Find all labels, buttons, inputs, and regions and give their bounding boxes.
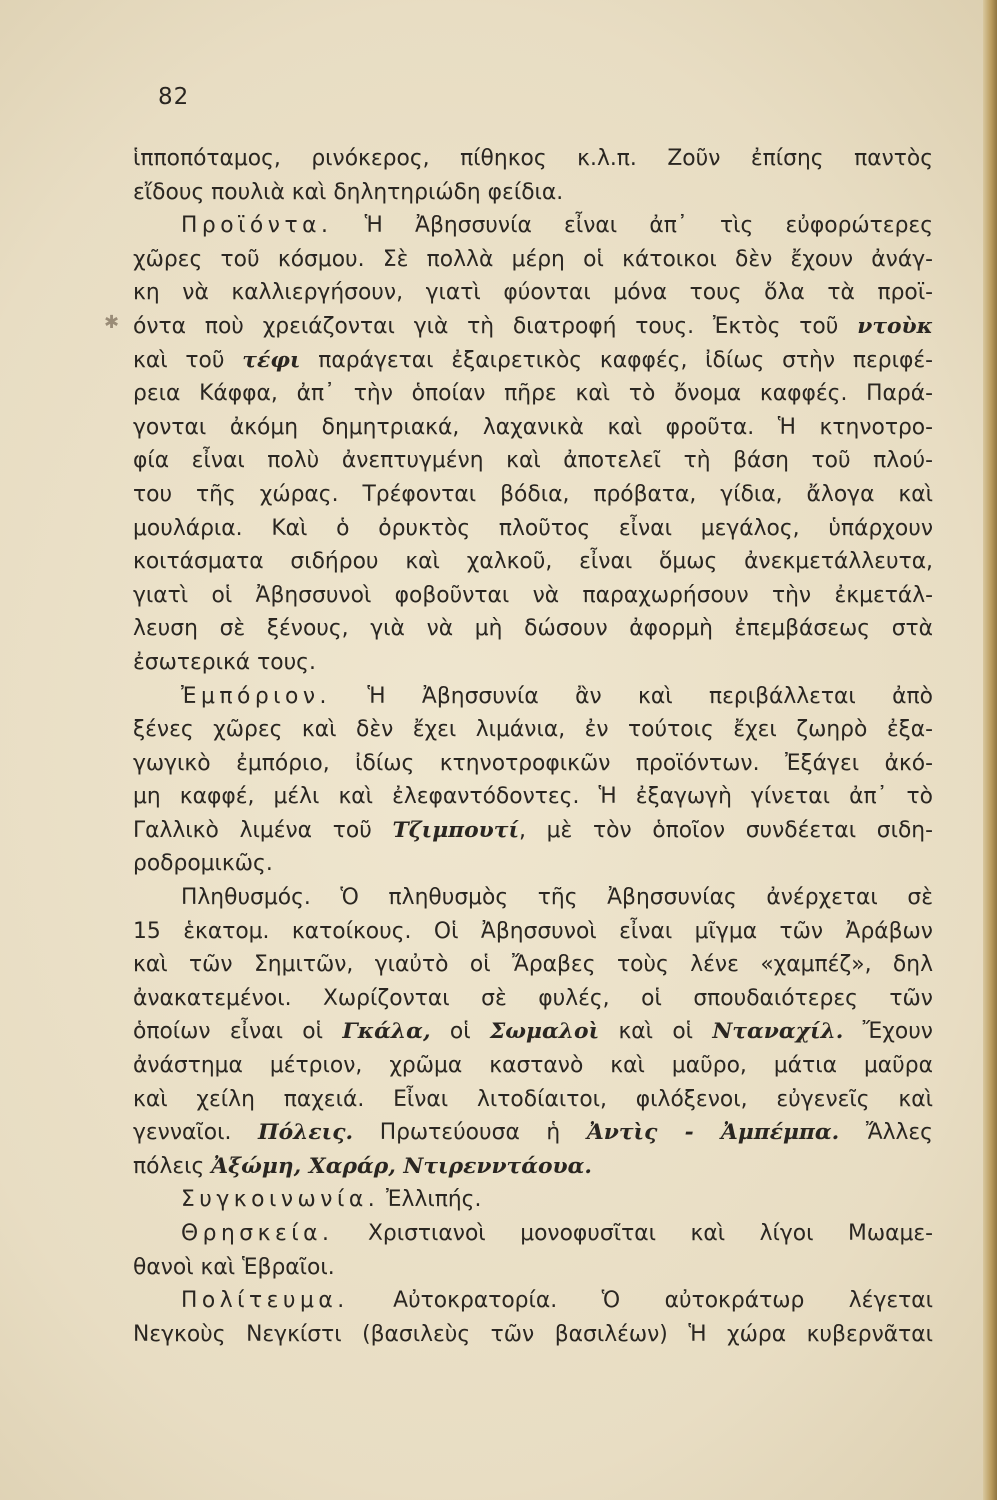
emphasis-text: Ἀξώμη, Χαράρ, Ντιρενντάουα. <box>211 1153 593 1179</box>
text-run: Γαλλικὸ λιμένα τοῦ <box>133 817 393 843</box>
text-line <box>133 579 933 613</box>
text-run: ἱπποπόταμος, ρινόκερος, πίθηκος κ.λ.π. Ζοῦν ἐπίσης παντὸς <box>133 146 933 171</box>
text-line <box>133 1116 933 1150</box>
text-line <box>133 1284 933 1318</box>
text-line <box>133 310 933 344</box>
text-run: γωγικὸ ἐμπόριο, ἰδίως κτηνοτροφικῶν προϊόντων. Ἐξάγει ἀκό- <box>133 750 933 776</box>
text-run: ἀνακατεμένοι. Χωρίζονται σὲ φυλές, οἱ σπουδαιότερες τῶν <box>133 985 933 1011</box>
text-run: καὶ οἱ <box>599 1019 713 1045</box>
text-line <box>133 713 933 747</box>
text-run: μη καφφέ, μέλι καὶ ἐλεφαντόδοντες. Ἡ ἐξαγωγὴ γίνεται ἀπ᾽ τὸ <box>133 784 933 810</box>
text-run: Πρωτεύουσα ἡ <box>353 1120 587 1146</box>
text-run: παράγεται ἐξαιρετικὸς καφφές, ἰδίως στὴν περιφέ- <box>300 347 933 373</box>
section-heading: Πολίτευμα. <box>181 1288 349 1314</box>
text-line <box>133 344 933 378</box>
text-run: γιατὶ οἱ Ἀβησσυνοὶ φοβοῦνται νὰ παραχωρήσουν τὴν ἐκμετάλ- <box>133 582 933 608</box>
text-line <box>133 243 933 277</box>
text-run: ροδρομικῶς. <box>133 851 273 877</box>
text-run: Πληθυσμός. Ὁ πληθυσμὸς τῆς Ἀβησσυνίας ἀνέρχεται σὲ <box>181 885 933 911</box>
text-line <box>133 982 933 1016</box>
text-run: Ἡ Ἀβησσυνία ἂν καὶ περιβάλλεται ἀπὸ <box>330 683 933 709</box>
text-line <box>133 1150 933 1184</box>
text-line <box>133 377 933 411</box>
text-run: θανοὶ καὶ Ἑβραῖοι. <box>133 1254 335 1280</box>
text-line <box>133 1015 933 1049</box>
text-line <box>133 915 933 949</box>
text-run: κη νὰ καλλιεργήσουν, γιατὶ φύονται μόνα τους ὅλα τὰ προϊ- <box>133 280 933 306</box>
text-run: Ἔχουν <box>843 1019 933 1045</box>
section-heading: Ἐμπόριον. <box>181 683 331 709</box>
text-line <box>133 512 933 546</box>
text-run: καὶ χείλη παχειά. Εἶναι λιτοδίαιτοι, φιλόξενοι, εὐγενεῖς καὶ <box>133 1086 933 1112</box>
section-heading: Προϊόντα. <box>181 213 333 239</box>
text-line <box>133 847 933 881</box>
text-run: Νεγκοὺς Νεγκίστι (βασιλεὺς τῶν βασιλέων) Ἡ χώρα κυβερνᾶται <box>133 1321 933 1347</box>
emphasis-text: Πόλεις. <box>258 1120 354 1146</box>
text-line <box>133 1049 933 1083</box>
text-run: χῶρες τοῦ κόσμου. Σὲ πολλὰ μέρη οἱ κάτοικοι δὲν ἔχουν ἀνάγ- <box>133 246 933 272</box>
text-line <box>133 444 933 478</box>
text-run: λευση σὲ ξένους, γιὰ νὰ μὴ δώσουν ἀφορμὴ ἐπεμβάσεως στὰ <box>133 616 933 642</box>
text-run: Ἄλλες <box>839 1120 933 1146</box>
text-run: ὁποίων εἶναι οἱ <box>133 1019 343 1045</box>
text-run: πόλεις <box>133 1153 212 1179</box>
text-line <box>133 142 933 176</box>
emphasis-text: ντοὺκ <box>857 313 933 339</box>
text-run: ἀνάστημα μέτριον, χρῶμα καστανὸ καὶ μαῦρο, μάτια μαῦρα <box>133 1053 933 1079</box>
text-run: μουλάρια. Καὶ ὁ ὀρυκτὸς πλοῦτος εἶναι μεγάλος, ὑπάρχουν <box>133 515 933 541</box>
text-run: Ἐλλιπής. <box>379 1187 482 1213</box>
text-run: , μὲ τὸν ὁποῖον συνδέεται σιδη- <box>519 817 933 843</box>
emphasis-text: Νταναχίλ. <box>712 1019 844 1045</box>
text-line <box>133 1251 933 1285</box>
text-run: ρεια Κάφφα, ἀπ᾽ τὴν ὁποίαν πῆρε καὶ τὸ ὄνομα καφφές. Παρά- <box>133 381 933 407</box>
text-line <box>133 881 933 915</box>
emphasis-text: τέφι <box>242 347 301 373</box>
text-run: του τῆς χώρας. Τρέφονται βόδια, πρόβατα, γίδια, ἄλογα καὶ <box>133 481 933 507</box>
text-run: οἱ <box>430 1019 490 1045</box>
text-line <box>133 1217 933 1251</box>
text-run: 15 ἑκατομ. κατοίκους. Οἱ Ἀβησσυνοὶ εἶναι μῖγμα τῶν Ἀράβων <box>133 918 933 944</box>
text-line <box>133 209 933 243</box>
text-line <box>133 1183 933 1217</box>
text-line <box>133 176 933 210</box>
text-run: Χριστιανοὶ μονοφυσῖται καὶ λίγοι Μωαμε- <box>333 1221 933 1246</box>
text-run: κοιτάσματα σιδήρου καὶ χαλκοῦ, εἶναι ὅμως ἀνεκμετάλλευτα, <box>133 549 933 575</box>
section-heading: Συγκοινωνία. <box>181 1187 380 1213</box>
emphasis-text: Τζιμπουτί <box>392 817 519 843</box>
emphasis-text: Γκάλα, <box>342 1019 431 1045</box>
text-run: γενναῖοι. <box>133 1120 259 1146</box>
text-run: εἴδους πουλιὰ καὶ δηλητηριώδη φείδια. <box>133 179 564 205</box>
margin-mark: ✱ <box>104 312 120 333</box>
page-edge <box>983 0 997 1500</box>
text-run: καὶ τῶν Σημιτῶν, γιαὐτὸ οἱ Ἄραβες τοὺς λένε «χαμπέζ», δηλ <box>133 952 933 978</box>
text-run: Ἡ Ἀβησσυνία εἶναι ἀπ᾽ τὶς εὐφορώτερες <box>332 213 933 239</box>
text-run: γονται ἀκόμη δημητριακά, λαχανικὰ καὶ φροῦτα. Ἡ κτηνοτρο- <box>133 414 933 440</box>
text-line <box>133 948 933 982</box>
text-line <box>133 545 933 579</box>
page-number: 82 <box>158 84 190 110</box>
text-line <box>133 411 933 445</box>
text-line <box>133 814 933 848</box>
text-line <box>133 747 933 781</box>
text-line <box>133 478 933 512</box>
text-run: όντα ποὺ χρειάζονται γιὰ τὴ διατροφή τους. Ἐκτὸς τοῦ <box>133 313 858 339</box>
text-run: ξένες χῶρες καὶ δὲν ἔχει λιμάνια, ἐν τούτοις ἔχει ζωηρὸ ἐξα- <box>133 717 933 743</box>
text-run: ἐσωτερικά τους. <box>133 649 316 675</box>
text-line <box>133 276 933 310</box>
text-run: φία εἶναι πολὺ ἀνεπτυγμένη καὶ ἀποτελεῖ τὴ βάση τοῦ πλού- <box>133 448 933 474</box>
emphasis-text: Ἀντὶς - Ἀμπέμπα. <box>586 1120 840 1146</box>
text-line <box>133 680 933 714</box>
text-line <box>133 1083 933 1117</box>
text-run: Αὐτοκρατορία. Ὁ αὐτοκράτωρ λέγεται <box>348 1288 933 1314</box>
text-line <box>133 612 933 646</box>
body-text <box>133 142 933 1351</box>
text-run: καὶ τοῦ <box>133 347 243 373</box>
text-line <box>133 646 933 680</box>
emphasis-text: Σωμαλοὶ <box>489 1019 600 1045</box>
text-line <box>133 1318 933 1352</box>
section-heading: Θρησκεία. <box>181 1221 334 1246</box>
text-line <box>133 780 933 814</box>
